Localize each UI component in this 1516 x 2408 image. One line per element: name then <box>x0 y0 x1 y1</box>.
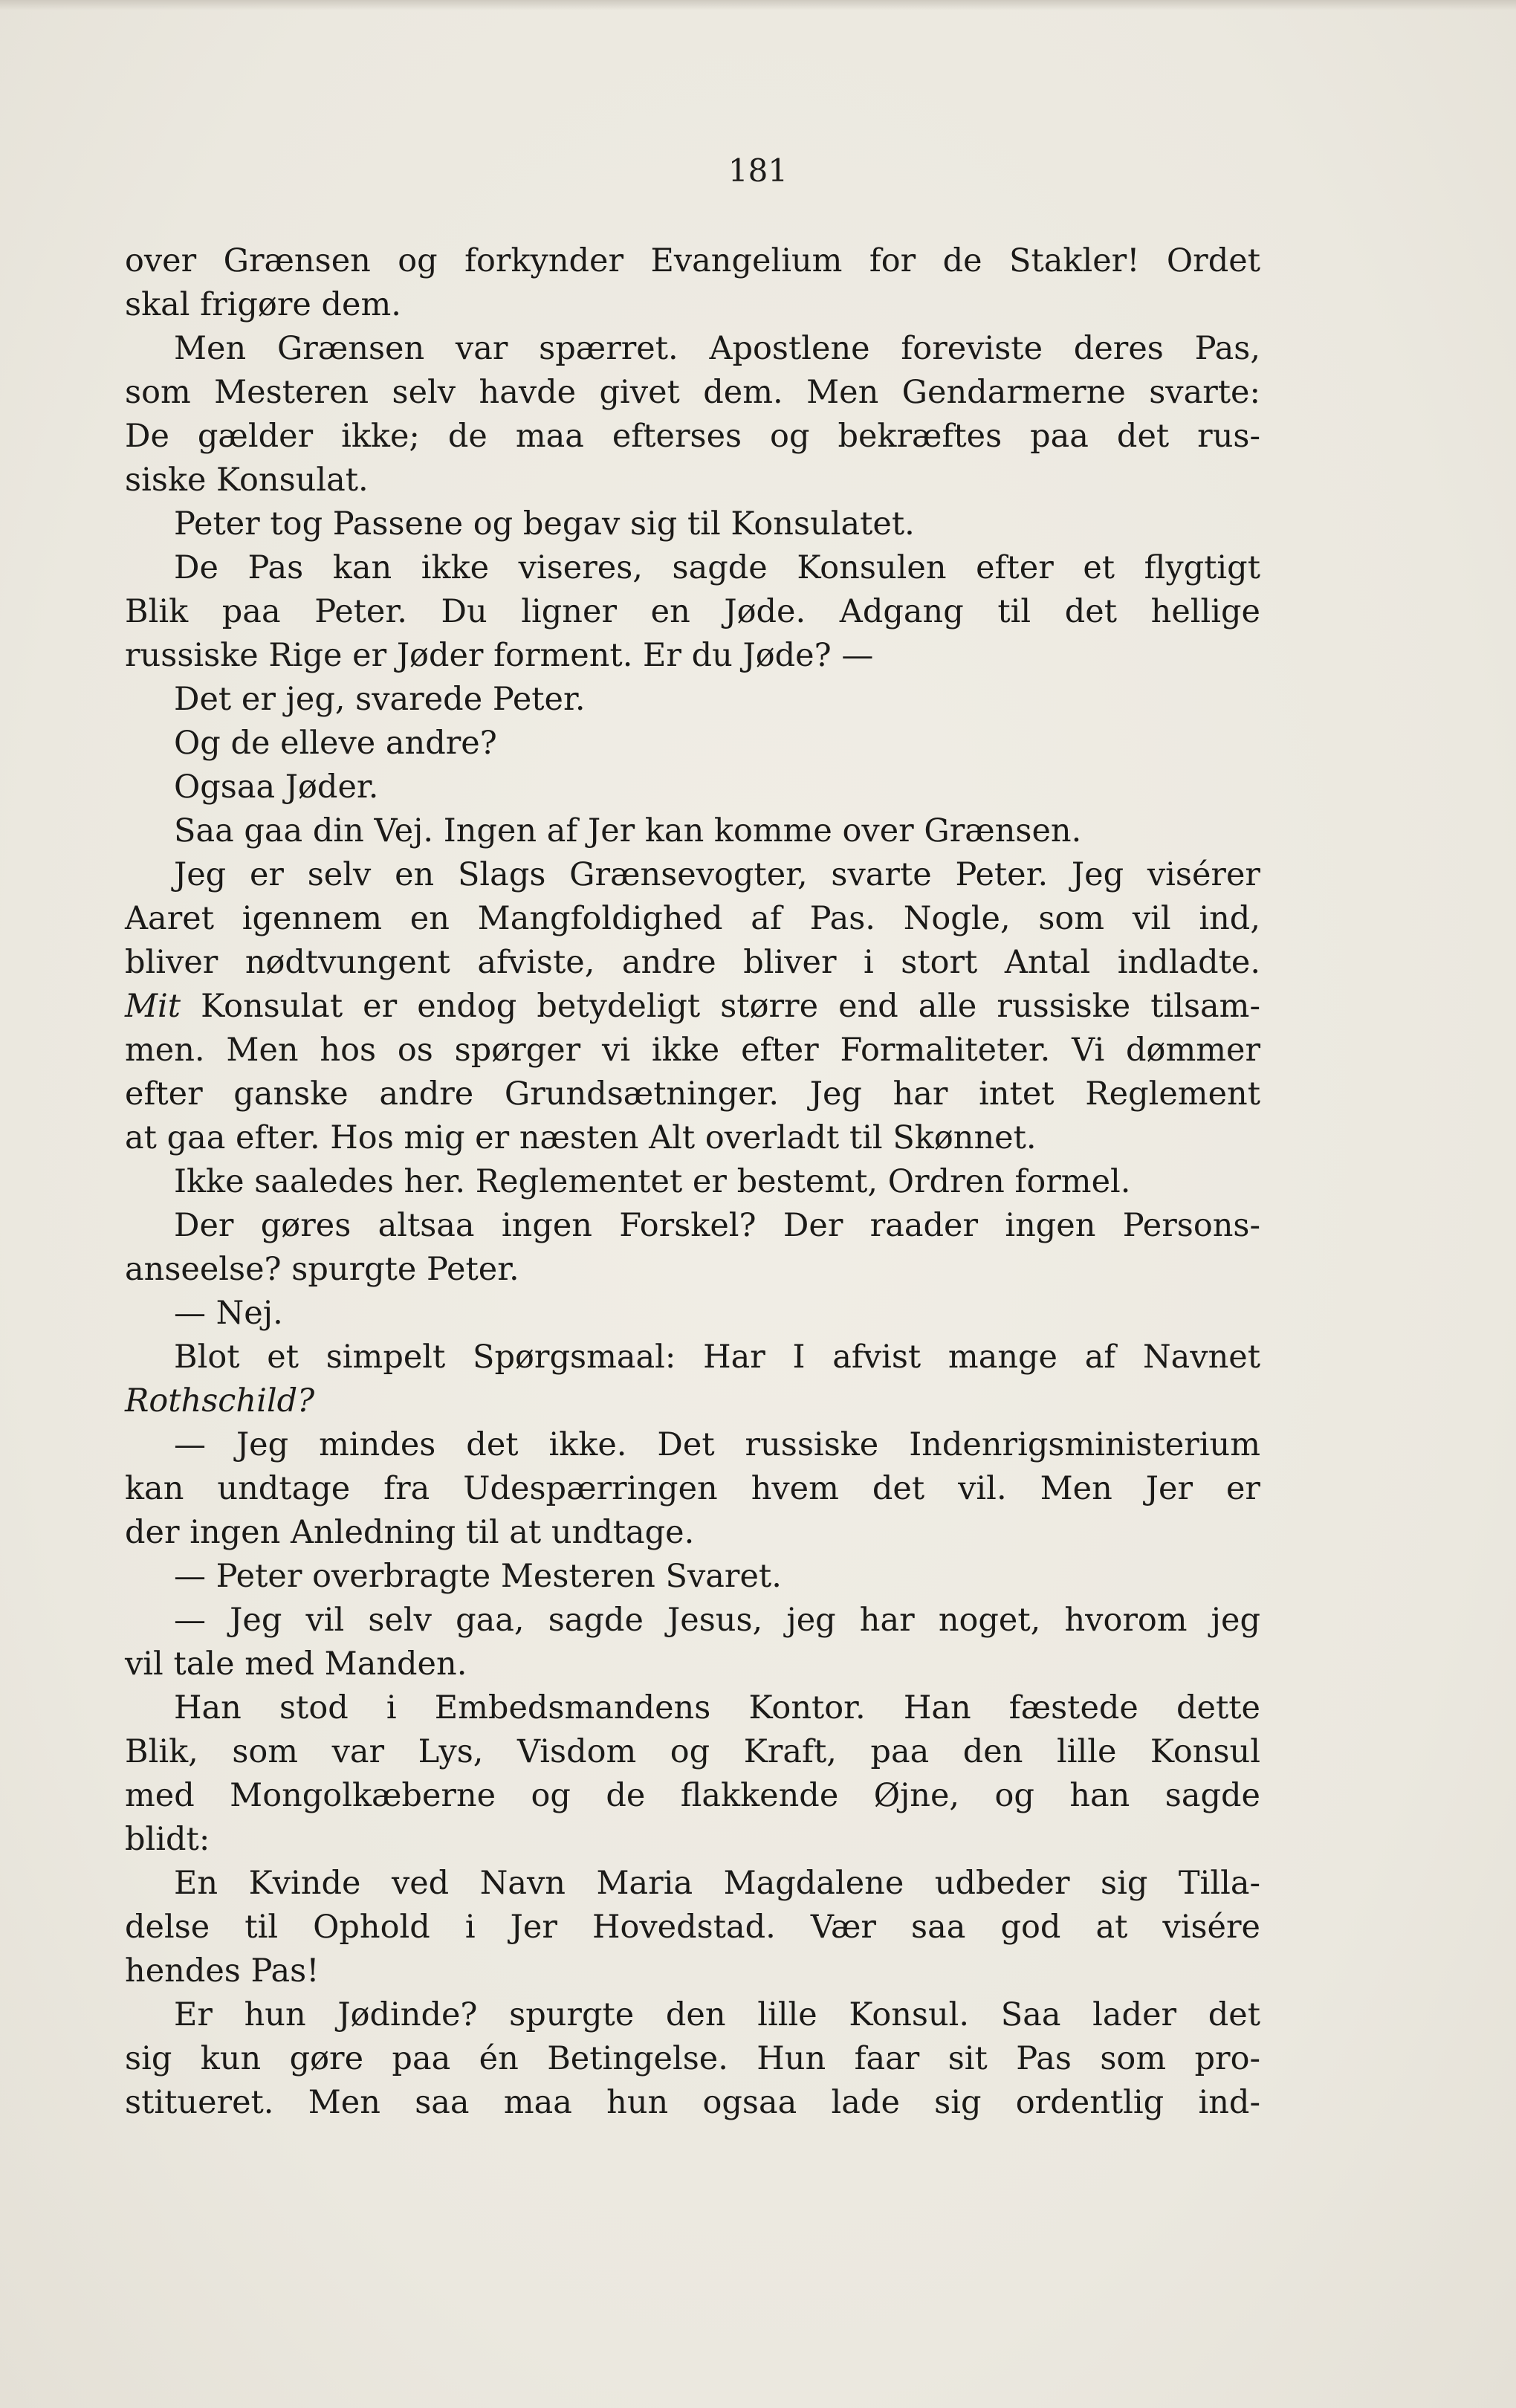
text-line <box>125 1292 1260 1336</box>
line-text: russiske Rige er Jøder forment. Er du Jøde? — <box>125 637 874 674</box>
line-text: Blik, som var Lys, Visdom og Kraft, paa den lille Konsul <box>125 1733 1260 1770</box>
line-text: — Peter overbragte Mesteren Svaret. <box>174 1558 782 1595</box>
text-line <box>125 1160 1260 1204</box>
text-line <box>125 1862 1260 1906</box>
line-text: at gaa efter. Hos mig er næsten Alt overladt til Skønnet. <box>125 1119 1037 1156</box>
text-line <box>125 1072 1260 1116</box>
text-line <box>125 459 1260 502</box>
text-line <box>125 853 1260 897</box>
line-text: anseelse? spurgte Peter. <box>125 1251 519 1288</box>
text-line <box>125 2037 1260 2081</box>
line-text: men. Men hos os spørger vi ikke efter Formaliteter. Vi dømmer <box>125 1032 1260 1069</box>
text-line <box>125 502 1260 546</box>
text-line <box>125 2081 1260 2125</box>
text-line <box>125 1774 1260 1818</box>
text-line <box>125 897 1260 941</box>
text-line <box>125 941 1260 985</box>
text-line <box>125 1730 1260 1774</box>
italic-text: Rothschild? <box>125 1382 315 1420</box>
text-line <box>125 415 1260 459</box>
line-text: som Mesteren selv havde givet dem. Men Gendarmerne svarte: <box>125 374 1260 411</box>
line-text: sig kun gøre paa én Betingelse. Hun faar sit Pas som pro- <box>125 2040 1260 2077</box>
line-text: med Mongolkæberne og de flakkende Øjne, og han sagde <box>125 1777 1260 1814</box>
line-text: Aaret igennem en Mangfoldighed af Pas. Nogle, som vil ind, <box>125 900 1260 937</box>
text-line <box>125 590 1260 634</box>
page-edge-shadow <box>0 0 1516 10</box>
line-text: — Jeg vil selv gaa, sagde Jesus, jeg har noget, hvorom jeg <box>174 1602 1260 1639</box>
text-line <box>125 1599 1260 1642</box>
text-line <box>125 283 1260 327</box>
text-line <box>125 678 1260 722</box>
line-text: stitueret. Men saa maa hun ogsaa lade sig ordentlig ind- <box>125 2084 1260 2121</box>
body-text <box>125 239 1260 2125</box>
line-text: Men Grænsen var spærret. Apostlene foreviste deres Pas, <box>174 330 1260 367</box>
text-line <box>125 1906 1260 1949</box>
text-line <box>125 1116 1260 1160</box>
text-line <box>125 1336 1260 1379</box>
text-line <box>125 1949 1260 1993</box>
line-text: Peter tog Passene og begav sig til Konsulatet. <box>174 505 915 543</box>
line-text: Der gøres altsaa ingen Forskel? Der raader ingen Persons- <box>174 1207 1260 1244</box>
text-line <box>125 634 1260 678</box>
line-text: — Nej. <box>174 1295 283 1332</box>
page-number: 181 <box>728 152 788 189</box>
text-line <box>125 1204 1260 1248</box>
text-line <box>125 985 1260 1029</box>
line-text: kan undtage fra Udespærringen hvem det vil. Men Jer er <box>125 1470 1260 1507</box>
text-line <box>125 1029 1260 1072</box>
text-line <box>125 722 1260 766</box>
line-text: — Jeg mindes det ikke. Det russiske Indenrigsministerium <box>174 1426 1260 1463</box>
text-line <box>125 1423 1260 1467</box>
text-line <box>125 1686 1260 1730</box>
line-text: skal frigøre dem. <box>125 286 401 323</box>
line-text: Konsulat er endog betydeligt større end alle russiske tilsam- <box>181 988 1260 1025</box>
line-text: Ikke saaledes her. Reglementet er bestemt, Ordren formel. <box>174 1163 1131 1200</box>
line-text: der ingen Anledning til at undtage. <box>125 1514 695 1551</box>
line-text: siske Konsulat. <box>125 462 369 499</box>
line-text: hendes Pas! <box>125 1952 320 1990</box>
text-line <box>125 1555 1260 1599</box>
text-line <box>125 766 1260 809</box>
line-text: De Pas kan ikke viseres, sagde Konsulen efter et flygtigt <box>174 549 1260 586</box>
text-line <box>125 1642 1260 1686</box>
line-text: Blot et simpelt Spørgsmaal: Har I afvist mange af Navnet <box>174 1339 1260 1376</box>
text-line <box>125 809 1260 853</box>
line-text: Blik paa Peter. Du ligner en Jøde. Adgang til det hellige <box>125 593 1260 630</box>
line-text: blidt: <box>125 1821 210 1858</box>
line-text: Er hun Jødinde? spurgte den lille Konsul. Saa lader det <box>174 1996 1260 2033</box>
text-line <box>125 1511 1260 1555</box>
line-text: Han stod i Embedsmandens Kontor. Han fæstede dette <box>174 1689 1260 1726</box>
text-line <box>125 371 1260 415</box>
line-text: vil tale med Manden. <box>125 1645 467 1683</box>
line-text: De gælder ikke; de maa efterses og bekræftes paa det rus- <box>125 418 1260 455</box>
italic-text: Mit <box>125 988 181 1025</box>
line-text: Ogsaa Jøder. <box>174 768 379 806</box>
line-text: En Kvinde ved Navn Maria Magdalene udbeder sig Tilla- <box>174 1865 1260 1902</box>
line-text: Det er jeg, svarede Peter. <box>174 681 586 718</box>
text-line <box>125 1467 1260 1511</box>
line-text: efter ganske andre Grundsætninger. Jeg har intet Reglement <box>125 1075 1260 1113</box>
line-text: Saa gaa din Vej. Ingen af Jer kan komme over Grænsen. <box>174 812 1082 849</box>
text-line <box>125 327 1260 371</box>
line-text: Og de elleve andre? <box>174 725 497 762</box>
text-line <box>125 546 1260 590</box>
line-text: Jeg er selv en Slags Grænsevogter, svarte Peter. Jeg visérer <box>174 856 1260 893</box>
line-text: bliver nødtvungent afviste, andre bliver i stort Antal indladte. <box>125 944 1260 981</box>
text-line <box>125 1993 1260 2037</box>
line-text: over Grænsen og forkynder Evangelium for de Stakler! Ordet <box>125 242 1260 279</box>
text-line <box>125 1818 1260 1862</box>
text-line <box>125 1379 1260 1423</box>
text-line <box>125 239 1260 283</box>
text-line <box>125 1248 1260 1292</box>
line-text: delse til Ophold i Jer Hovedstad. Vær saa god at visére <box>125 1909 1260 1946</box>
